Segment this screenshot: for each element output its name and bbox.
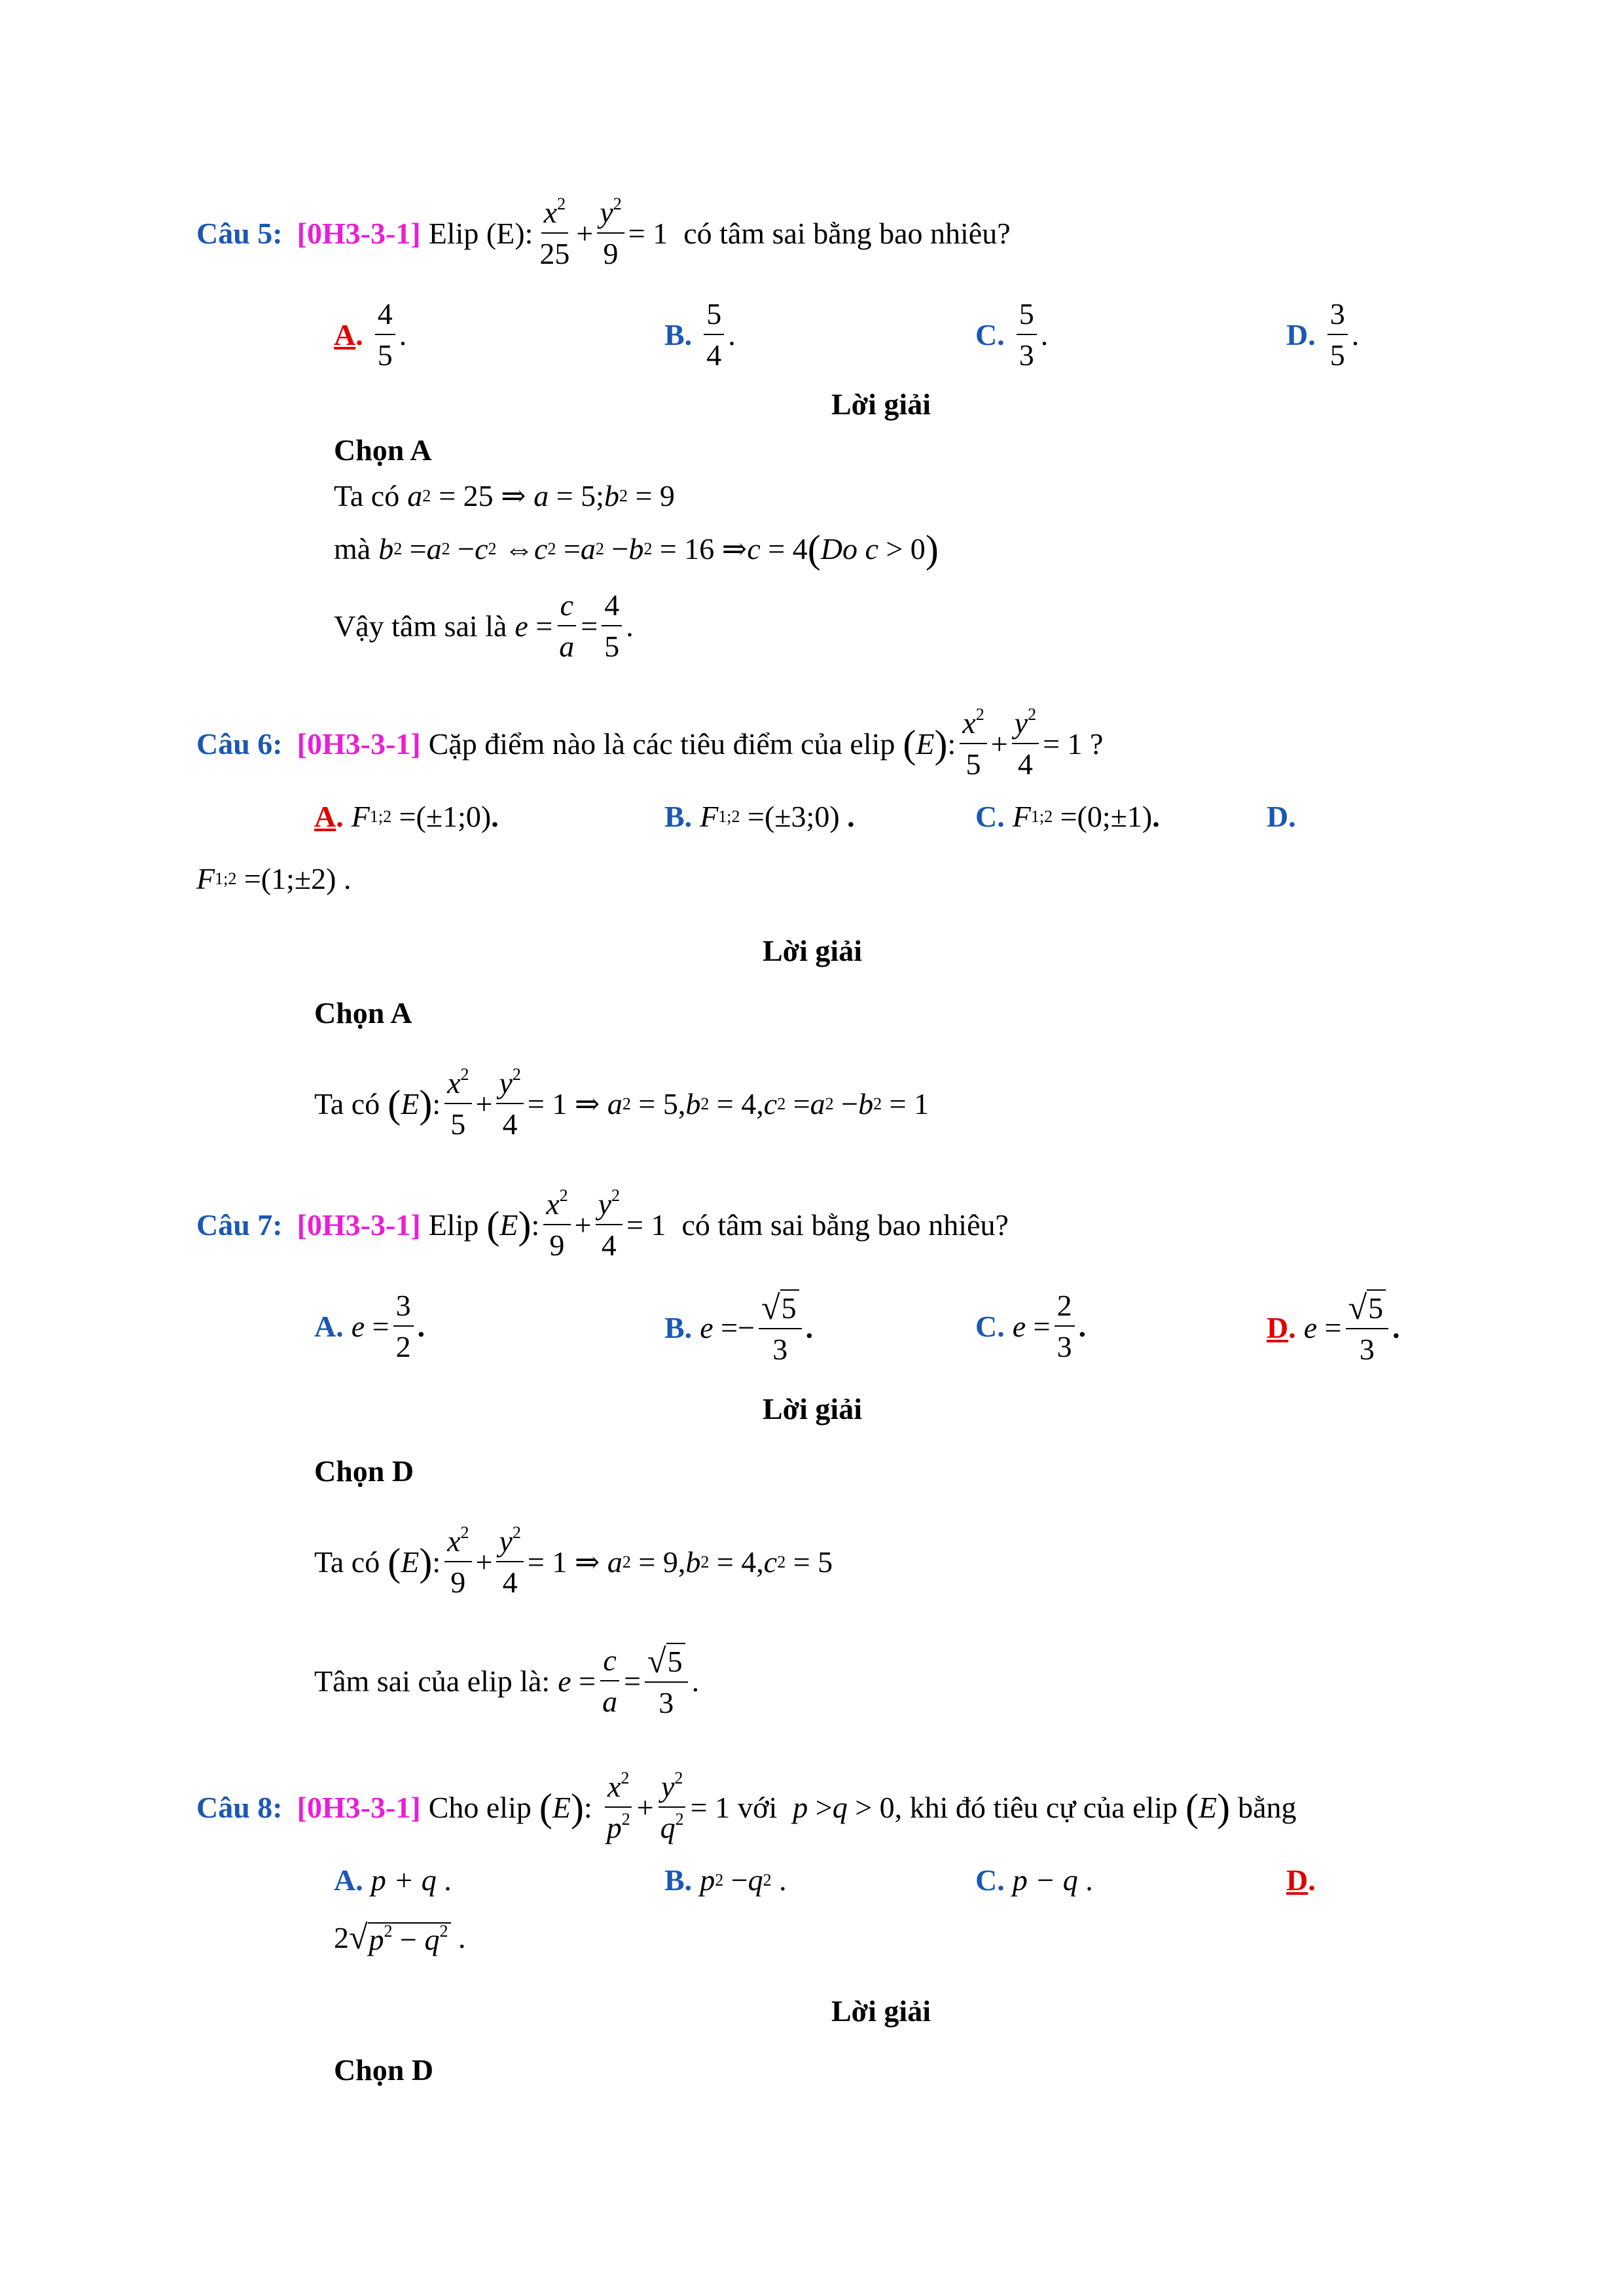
- q7-stem: Câu 7: [0H3-3-1] Elip ( E ) : $\frac{x^2}{9}$ + $\frac{y^2}{4}$ = 1 có tâm sai bằng bao nhiêu?: [196, 1186, 1009, 1262]
- q5-heading: Câu 5:: [196, 216, 283, 250]
- q5-line1: Ta có a 2 = 25 ⇒ a = 5; b 2 = 9: [334, 479, 675, 512]
- q8-choose: Chọn D: [334, 2053, 434, 2087]
- q8-stem: Câu 8: [0H3-3-1] Cho elip ( E ) : $\frac{x^2}{p^2}$ + $\frac{y^2}{q^2}$ = 1 với p > q > 0 , khi đó tiêu cự của elip ( E ) bằng: [196, 1768, 1297, 1844]
- q6-solution-title: Lời giải: [763, 934, 862, 967]
- q5-frac-x: $\frac{x^2}{25}$: [539, 194, 570, 270]
- q5-option-d[interactable]: D. $\frac{3}{5}$ .: [1286, 297, 1360, 372]
- q7-choose: Chọn D: [314, 1454, 414, 1488]
- q6-stem: Câu 6: [0H3-3-1] Cặp điểm nào là các tiêu điểm của elip ( E ) : $\frac{x^2}{5}$ + $\frac{y^2}{4}$ = 1 ?: [196, 705, 1104, 781]
- q5-text2: có tâm sai bằng bao nhiêu?: [683, 216, 1011, 250]
- q7-line2: Tâm sai của elip là: e = $\frac{c}{a}$ = √ 5 3 .: [314, 1642, 700, 1720]
- q5-option-b[interactable]: B. $\frac{5}{4}$ .: [664, 297, 736, 372]
- q6-choose: Chọn A: [314, 996, 412, 1030]
- q7-solution-title: Lời giải: [763, 1392, 862, 1426]
- q5-frac-y: $\frac{y^2}{9}$: [597, 196, 624, 270]
- q7-option-d[interactable]: D. e = √ 5 3 .: [1267, 1289, 1400, 1367]
- q5-solution-title: Lời giải: [831, 387, 931, 421]
- q6-option-d-value: F 1;2 = (1;±2) .: [196, 862, 352, 895]
- q8-option-d-value: 2 √ $p^2 - q^2$ .: [334, 1919, 466, 1956]
- q8-option-c[interactable]: C. p − q .: [975, 1863, 1093, 1897]
- q6-option-c[interactable]: C. F 1;2 = (0;±1) .: [975, 800, 1160, 833]
- q5-text1: Elip (E):: [428, 216, 533, 250]
- q8-option-b[interactable]: B. p 2 − q 2 .: [664, 1863, 787, 1897]
- q8-option-d-label[interactable]: D.: [1286, 1863, 1316, 1897]
- q7-option-a[interactable]: A. e = $\frac{3}{2}$ .: [314, 1289, 425, 1363]
- q5-choose: Chọn A: [334, 433, 432, 467]
- q5-option-c[interactable]: C. $\frac{5}{3}$ .: [975, 297, 1049, 372]
- q7-option-c[interactable]: C. e = $\frac{2}{3}$ .: [975, 1289, 1087, 1363]
- q8-option-a[interactable]: A. p + q .: [334, 1863, 452, 1897]
- q5-line3: Vậy tâm sai là e = $\frac{c}{a}$ = $\frac{4}{5}$ .: [334, 588, 634, 663]
- q6-option-b[interactable]: B. F 1;2 = (±3;0) .: [664, 800, 855, 833]
- q5-option-a[interactable]: A. $\frac{4}{5}$ .: [334, 297, 407, 372]
- q5-tag: [0H3-3-1]: [297, 216, 421, 250]
- q8-solution-title: Lời giải: [831, 1994, 931, 2028]
- q6-option-a[interactable]: A. F 1;2 = (±1;0) .: [314, 800, 499, 833]
- q7-option-b[interactable]: B. e = − √ 5 3 .: [664, 1289, 814, 1367]
- q6-option-d-label[interactable]: D.: [1267, 800, 1296, 833]
- q6-line1: Ta có ( E ) : $\frac{x^2}{5}$ + $\frac{y^2}{4}$ = 1 ⇒ a 2 = 5, b 2 = 4, c 2 = a 2 − b 2 = 1: [314, 1065, 929, 1141]
- q7-line1: Ta có ( E ) : $\frac{x^2}{9}$ + $\frac{y^2}{4}$ = 1 ⇒ a 2 = 9, b 2 = 4, c 2 = 5: [314, 1523, 833, 1599]
- q5-stem: Câu 5: [0H3-3-1] Elip (E): $\frac{x^2}{25}$ + $\frac{y^2}{9}$ = 1 có tâm sai bằng bao nhiêu?: [196, 194, 1011, 270]
- q5-line2: mà b 2 = a 2 − c 2 ⇔ c 2 = a 2 − b 2 = 16 ⇒ c = 4 ( Do c > 0 ): [334, 528, 939, 571]
